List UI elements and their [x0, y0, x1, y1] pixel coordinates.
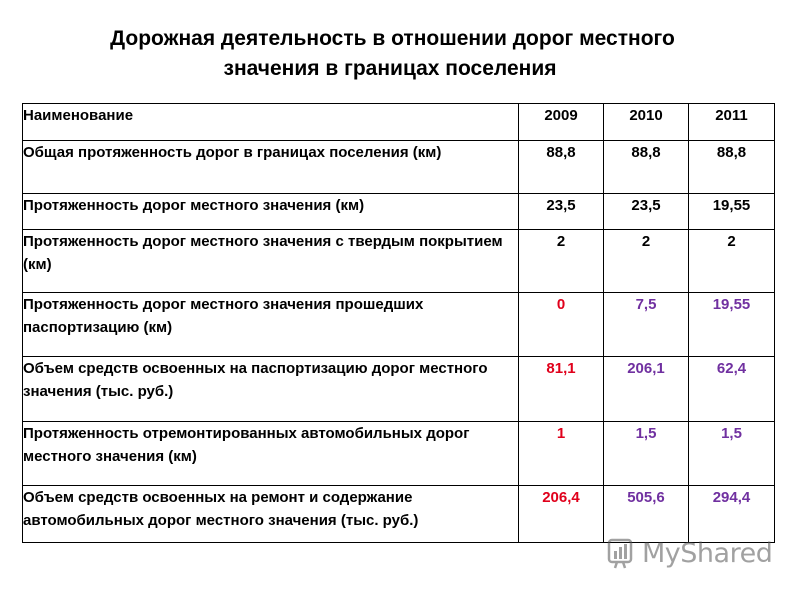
cell-2010: 23,5 — [604, 194, 689, 230]
cell-2011: 2 — [689, 230, 775, 293]
cell-2011: 1,5 — [689, 422, 775, 486]
cell-2009: 88,8 — [519, 141, 604, 194]
table-row — [23, 141, 775, 194]
column-header-2010: 2010 — [604, 104, 689, 141]
cell-2010: 7,5 — [604, 293, 689, 357]
row-name: Протяженность отремонтированных автомобильных дорог местного значения (км) — [23, 422, 519, 486]
row-name: Протяженность дорог местного значения (км) — [23, 194, 519, 230]
row-name: Протяженность дорог местного значения с твердым покрытием (км) — [23, 230, 519, 293]
row-name: Объем средств освоенных на ремонт и содержание автомобильных дорог местного значения (тыс. руб.) — [23, 486, 519, 543]
table-row — [23, 293, 775, 357]
cell-2011: 19,55 — [689, 194, 775, 230]
watermark-text: MyShared — [642, 537, 773, 569]
table-row — [23, 194, 775, 230]
cell-2011: 62,4 — [689, 357, 775, 422]
cell-2009: 2 — [519, 230, 604, 293]
title-line-2: значения в границах поселения — [223, 57, 557, 80]
table-row — [23, 230, 775, 293]
row-name: Протяженность дорог местного значения прошедших паспортизацию (км) — [23, 293, 519, 357]
title-line-1: Дорожная деятельность в отношении дорог местного — [110, 27, 675, 50]
table-row — [23, 422, 775, 486]
cell-2011: 294,4 — [689, 486, 775, 543]
row-name: Общая протяженность дорог в границах поселения (км) — [23, 141, 519, 194]
cell-2009: 81,1 — [519, 357, 604, 422]
column-header-name: Наименование — [23, 104, 519, 141]
cell-2010: 2 — [604, 230, 689, 293]
page-title — [0, 24, 800, 84]
table-header-row — [23, 104, 775, 141]
cell-2009: 23,5 — [519, 194, 604, 230]
table-row — [23, 357, 775, 422]
cell-2010: 88,8 — [604, 141, 689, 194]
road-activity-table — [22, 103, 775, 543]
cell-2009: 1 — [519, 422, 604, 486]
cell-2011: 88,8 — [689, 141, 775, 194]
cell-2010: 206,1 — [604, 357, 689, 422]
column-header-2009: 2009 — [519, 104, 604, 141]
cell-2010: 505,6 — [604, 486, 689, 543]
cell-2009: 0 — [519, 293, 604, 357]
cell-2010: 1,5 — [604, 422, 689, 486]
cell-2011: 19,55 — [689, 293, 775, 357]
cell-2009: 206,4 — [519, 486, 604, 543]
column-header-2011: 2011 — [689, 104, 775, 141]
table-row — [23, 486, 775, 543]
row-name: Объем средств освоенных на паспортизацию дорог местного значения (тыс. руб.) — [23, 357, 519, 422]
